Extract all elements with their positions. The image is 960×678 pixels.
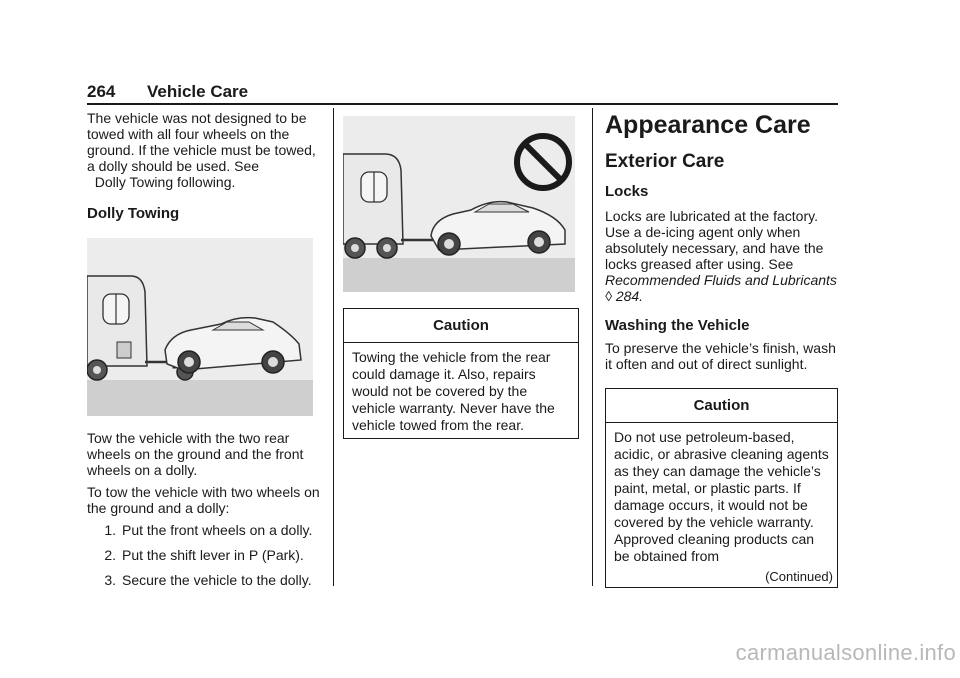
appearance-care-heading: Appearance Care (605, 111, 811, 139)
watermark: carmanualsonline.info (735, 640, 956, 665)
page-header (87, 80, 838, 104)
dolly-towing-drawing (87, 238, 313, 416)
towing-steps-list (87, 522, 325, 588)
xref-following: following. (177, 174, 236, 190)
header-divider (87, 103, 838, 105)
locks-paragraph: Locks are lubricated at the factory. Use a de-icing agent only when absolutely necessary, and have the locks greased after using. See Recommended Fluids and Lubricants ◊ 284. (605, 208, 837, 304)
intro-paragraph: The vehicle was not designed to be towed with all four wheels on the ground. If the vehicle must be towed, a dolly should be used. See Dolly Towing following. (87, 110, 316, 190)
washing-paragraph: To preserve the vehicle’s finish, wash it often and out of direct sunlight. (605, 340, 836, 372)
list-item: 3. Secure the vehicle to the dolly. (104, 572, 312, 588)
dolly-towing-illustration (87, 238, 313, 416)
column-middle (343, 110, 581, 439)
recommended-fluids-link[interactable]: Recommended Fluids and Lubricants (605, 272, 837, 288)
dolly-paragraph-2: To tow the vehicle with two wheels on the ground and a dolly: (87, 484, 320, 516)
list-item: 2. Put the shift lever in P (Park). (104, 547, 304, 563)
column-left (87, 110, 325, 597)
washing-heading: Washing the Vehicle (605, 317, 750, 334)
washing-caution-box (605, 388, 838, 588)
section-title: Vehicle Care (147, 82, 249, 101)
rear-towing-drawing (343, 116, 575, 292)
rear-towing-illustration (343, 116, 575, 292)
column-right (605, 110, 838, 588)
caution-title: Caution (606, 389, 837, 423)
column-divider-left (333, 108, 334, 586)
rear-towing-caution-box (343, 308, 579, 439)
page-number: 264 (87, 82, 116, 101)
dolly-paragraph-1: Tow the vehicle with the two rear wheels on the ground and the front wheels on a dolly. (87, 430, 304, 478)
column-divider-right (592, 108, 593, 586)
list-item: 1. Put the front wheels on a dolly. (104, 522, 313, 538)
caution-text: Towing the vehicle from the rear could damage it. Also, repairs would not be covered by the vehicle warranty. Never have the vehicle towed from the rear. (352, 349, 555, 433)
exterior-care-heading: Exterior Care (605, 151, 725, 172)
locks-heading: Locks (605, 183, 649, 200)
dolly-towing-link[interactable]: Dolly Towing (94, 174, 174, 190)
caution-title: Caution (344, 309, 578, 343)
page-ref-icon: ◊ (605, 288, 612, 304)
caution-text: Do not use petroleum-based, acidic, or abrasive cleaning agents as they can damage the vehicle’s paint, metal, or plastic parts. If damage occurs, it would not be covered by the vehicle warranty. Approved cleaning products can be obtained from (614, 429, 829, 564)
dolly-towing-heading: Dolly Towing (87, 205, 180, 222)
continued-label: (Continued) (765, 569, 833, 584)
page-reference: 284. (615, 288, 644, 304)
